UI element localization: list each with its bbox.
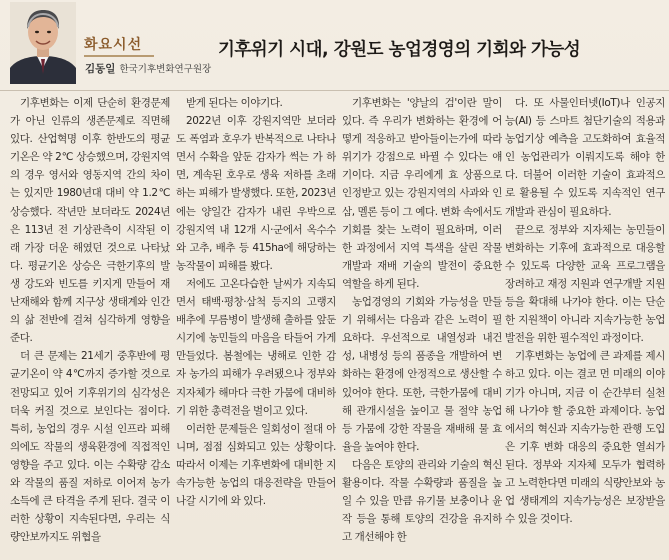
paragraph: 기후변화는 농업에 큰 과제를 제시하고 있다. 이는 결코 먼 미래의 이야기가 아니며, 지금 이 순간부터 실천해 나가야 할 중요한 과제이다. 농업에서의 혁신과 지속가능한 관행 도입은 기후 변화 대응의 중요한 열쇠가 된다. 정부와 지자체 모두가 협력하고 노력한다면 미래의 식량안보와 농업 생태계의 지속가능성은 보장받을 수 있을 것이다. xyxy=(505,350,665,526)
author-affiliation: 한국기후변화연구원장 xyxy=(119,64,212,75)
paragraph: 끝으로 정부와 지자체는 농민들이 변화하는 기후에 효과적으로 대응할 수 있도록 다양한 교육 프로그램을 장려하고 재정 지원과 연구개발 지원 등을 확대해 나가야 한다. 이는 단순한 지원책이 아니라 지속가능한 농업발전을 위한 필수적인 과정이다. xyxy=(505,223,665,345)
text-column-4 xyxy=(505,94,665,560)
paragraph: 저에도 고온다습한 날씨가 지속되면서 태백·평창·삼척 등지의 고랭지 배추에 무름병이 발생해 출하를 앞둔 시기에 농민들의 마음을 타들어 가게 만들었다. 봄철에는 냉해로 인한 감자 농가의 피해가 우려됐으나 정부와 지자체가 해마다 극한 가뭄에 대비하기 위한 총력전을 벌이고 있다. xyxy=(176,277,336,417)
column-header xyxy=(0,0,669,92)
paragraph: 다. 또 사물인터넷(IoT)나 인공지능(AI) 등 스마트 첨단기술의 적용과 농업기상 예측을 고도화하여 효율적인 농업관리가 이뤄지도록 해야 한다. 더불어 이러한 기술이 효과적으로 활용될 수 있도록 지속적인 연구개발과 관심이 필요하다. xyxy=(505,97,665,218)
section-label: 화요시선 xyxy=(84,37,143,53)
section-underline xyxy=(84,55,154,57)
paragraph: 다음은 토양의 관리와 기술의 혁신 활용이다. 작물 수확량과 품질을 높일 수 있을 만큼 유기물 보충이나 윤작 등을 통해 토양의 건강을 유지하고 개선해야 한 xyxy=(342,458,502,544)
text-column-2 xyxy=(176,94,336,560)
byline xyxy=(85,61,211,76)
paragraph: 더 큰 문제는 21세기 중후반에 평균기온이 약 4℃까지 증가할 것으로 전망되고 있어 기후위기의 심각성은 더욱 커질 것으로 보인다는 점이다. 특히, 농업의 경우 시설 인프라 피해 의에도 작물의 생육환경에 직접적인 영향을 주고 있다. 이는 수확량 감소와 작물의 품질 저하로 이어져 농가 소득에 큰 타격을 주게 된다. 결국 이러한 상황이 지속된다면, 우리는 식량안보까지도 위협을 xyxy=(10,350,170,544)
paragraph: 받게 된다는 이야기다. xyxy=(186,97,283,109)
text-column-1 xyxy=(10,94,170,560)
headline: 기후위기 시대, 강원도 농업경영의 기회와 가능성 xyxy=(218,40,581,60)
header-divider xyxy=(0,90,669,91)
paragraph: 이러한 문제들은 일회성이 절대 아니며, 점점 심화되고 있는 상황이다. 따라서 이제는 기후변화에 대비한 지속가능한 농업의 대응전략을 만들어 나갈 시기에 와 있다. xyxy=(176,422,336,508)
author-photo xyxy=(10,2,76,84)
paragraph: 기후변화는 이제 단순히 환경문제가 아닌 인류의 생존문제로 직면해 있다. 산업혁명 이후 한반도의 평균기온은 약 2℃ 상승했으며, 강원지역의 경우 영서와 영동지역 간의 차이는 있지만 1980년대 대비 약 1.2℃ 상승했다. 작년만 보더라도 2024년은 113년 전 기상관측이 시작된 이래 가장 더운 해였던 것으로 나타났다. 평균기온 상승은 극한기후의 발생 강도와 빈도를 키지게 만들어 재난재해와 함께 지구상 생태계와 인간의 삶 전반에 걸쳐 심각하게 영향을 준다. xyxy=(10,97,170,345)
author-portrait-icon xyxy=(10,2,76,84)
paragraph: 2022년 이후 강원지역만 보더라도 폭염과 호우가 반복적으로 나타나면서 수확을 앞둔 감자가 썩는 가 하면, 계속된 호우로 생육 저하를 초래하는 피해가 발생했다. 또한, 2023년에는 양일간 감자가 내린 우박으로 강원지역 내 12개 시·군에서 옥수수와 고추, 배추 등 415ha에 해당하는 농작물이 피해를 봤다. xyxy=(176,115,336,272)
paragraph: 농업경영의 기회와 가능성을 만들기 위해서는 다음과 같은 노력이 필요하다. 우선적으로 내열성과 내건성, 내병성 등의 품종을 개발하여 변화하는 환경에 안정적으로 생산할 수 있어야 한다. 또한, 극한가뭄에 대비해 관개시설을 높이고 물 절약 농업 등 가뭄에 강한 작물을 재배해 물 효율을 높여야 한다. xyxy=(342,296,502,453)
author-name: 김동일 xyxy=(85,63,116,75)
paragraph: 기후변화는 '양날의 검'이란 말이 있다. 즉 우리가 변화하는 환경에 어떻게 적응하고 받아들이는가에 따라 위기가 강점으로 바뀔 수 있다는 얘기이다. 지금 우리에게 효 상품으로 인정받고 있는 강원지역의 사과와 인삼, 멜론 등이 그 예다. 변화 속에서도 기회를 찾는 노력이 필요하며, 이러한 과정에서 지역 특색을 살린 작물 개발과 재배 기술의 발전이 중요한 역할을 하게 된다. xyxy=(342,97,502,290)
text-column-3 xyxy=(342,94,502,560)
